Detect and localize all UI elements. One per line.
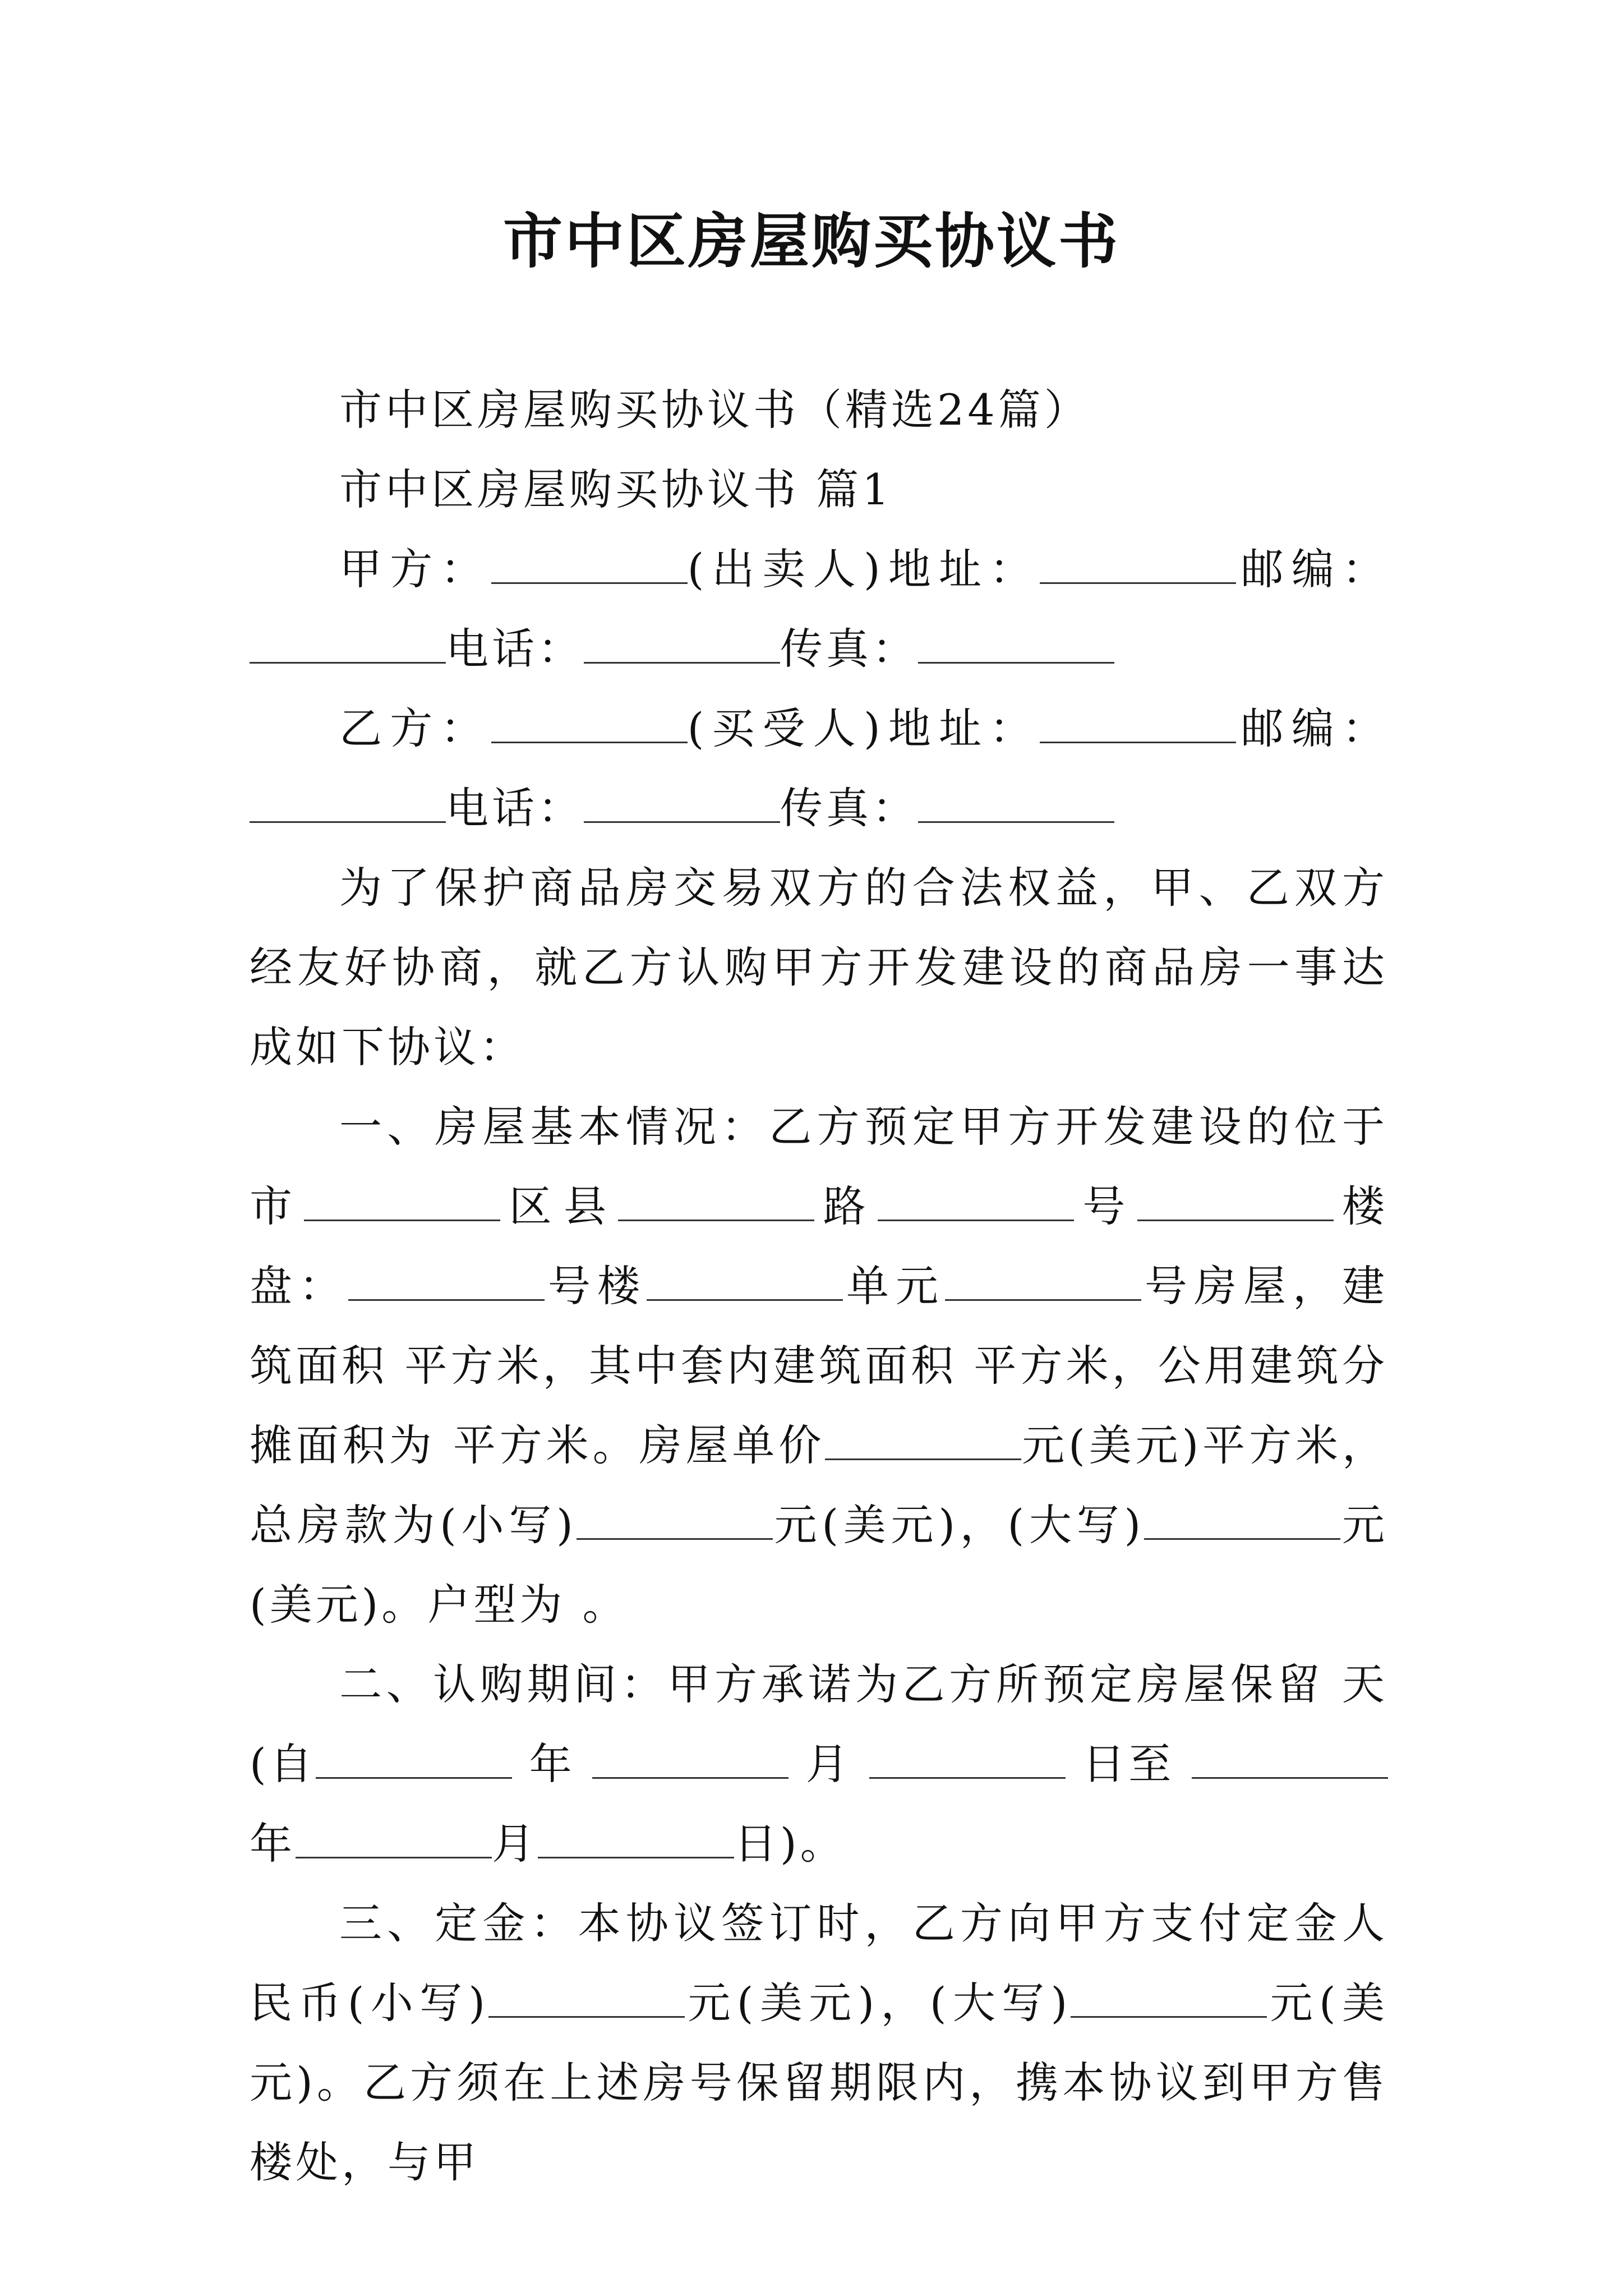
party-a-label: 甲方：: [339, 544, 491, 594]
blank: [316, 1743, 512, 1779]
party-b-phone: 电话：: [446, 783, 584, 833]
blank: [296, 1823, 492, 1858]
clause-1-district: 区县: [500, 1181, 619, 1231]
blank: [577, 1504, 773, 1540]
party-b-fax: 传真：: [780, 783, 918, 833]
party-b-address-blank: [1040, 708, 1236, 743]
clause-1-area: 号房屋，建筑面积 平方米，其中套内建筑面积 平方米，公用建筑分摊面积为 平方米。房屋单价: [250, 1261, 1388, 1470]
clause-1-number: 号: [1074, 1181, 1137, 1231]
blank: [1192, 1743, 1388, 1779]
clause-1: [250, 1087, 1388, 1645]
party-b-postcode: 邮编：: [1236, 703, 1388, 753]
clause-3-text: 三、定金：本协议签订时，乙方向甲方支付定金人民币(小写): [250, 1898, 1388, 2028]
blank: [825, 1425, 1021, 1460]
party-b-label: 乙方：: [339, 703, 491, 753]
section-heading: 市中区房屋购买协议书 篇1: [339, 464, 893, 514]
clause-2-month2: 月: [492, 1819, 538, 1869]
clause-1-road: 路: [814, 1181, 878, 1231]
party-a-name-blank: [491, 549, 688, 584]
clause-1-text: 一、房屋基本情况：乙方预定甲方开发建设的位于 市: [250, 1102, 1388, 1231]
blank: [618, 1186, 814, 1221]
party-b-fax-blank: [918, 788, 1114, 823]
intro-paragraph: 为了保护商品房交易双方的合法权益，甲、乙双方经友好协商，就乙方认购甲方开发建设的商品房一事达成如下协议：: [250, 863, 1388, 1072]
party-a-role: (出卖人)地址：: [687, 544, 1040, 594]
party-a-fax-blank: [918, 628, 1114, 664]
document-title: 市中区房屋购买协议书: [503, 206, 1120, 276]
clause-1-total: 元(美元)，(大写): [772, 1500, 1145, 1550]
blank: [647, 1266, 843, 1301]
blank: [488, 1982, 685, 2018]
document-body: [250, 370, 1388, 2202]
clause-2-year2: 年: [250, 1819, 296, 1869]
clause-2-year: 年: [529, 1739, 575, 1789]
blank: [945, 1266, 1141, 1301]
clause-1-unit: 单元: [843, 1261, 945, 1311]
party-a-postcode-blank: [250, 628, 446, 664]
blank: [304, 1186, 500, 1221]
blank: [592, 1743, 789, 1779]
clause-3: [250, 1884, 1388, 2202]
clause-3-upper: 元(美元)，(大写): [685, 1978, 1071, 2028]
blank: [878, 1186, 1074, 1221]
party-a-address-blank: [1040, 549, 1236, 584]
clause-3-rest: 元(美元)。乙方须在上述房号保留期限内，携本协议到甲方售楼处，与甲: [250, 1978, 1388, 2187]
blank: [1144, 1504, 1340, 1540]
party-a-phone-blank: [584, 628, 780, 664]
clause-2-month: 月: [805, 1739, 852, 1789]
party-b-name-blank: [491, 708, 688, 743]
party-b-line: [250, 689, 1388, 848]
subtitle: 市中区房屋购买协议书（精选24篇）: [339, 385, 1090, 435]
blank: [1137, 1186, 1334, 1221]
party-b-role: (买受人)地址：: [687, 703, 1040, 753]
party-b-phone-blank: [584, 788, 780, 823]
clause-1-estate: 楼盘：: [250, 1181, 1389, 1311]
clause-2-end: 日)。: [734, 1819, 846, 1869]
party-a-line: [250, 530, 1388, 689]
party-a-fax: 传真：: [780, 624, 918, 674]
clause-2-day-to: 日至: [1082, 1739, 1175, 1789]
clause-1-building: 号楼: [545, 1261, 647, 1311]
party-a-phone: 电话：: [446, 624, 584, 674]
party-a-postcode: 邮编：: [1236, 544, 1388, 594]
blank: [1071, 1982, 1267, 2018]
party-b-postcode-blank: [250, 788, 446, 823]
clause-2-text: 二、认购期间：甲方承诺为乙方所预定房屋保留 天(自: [250, 1659, 1388, 1789]
clause-1-price: 元(美元)平方米， 总房款为(小写): [250, 1420, 1388, 1550]
clause-2: [250, 1645, 1388, 1884]
blank: [348, 1266, 545, 1301]
clause-1-layout: 元(美元)。户型为 。: [250, 1500, 1389, 1630]
blank: [538, 1823, 734, 1858]
blank: [869, 1743, 1066, 1779]
